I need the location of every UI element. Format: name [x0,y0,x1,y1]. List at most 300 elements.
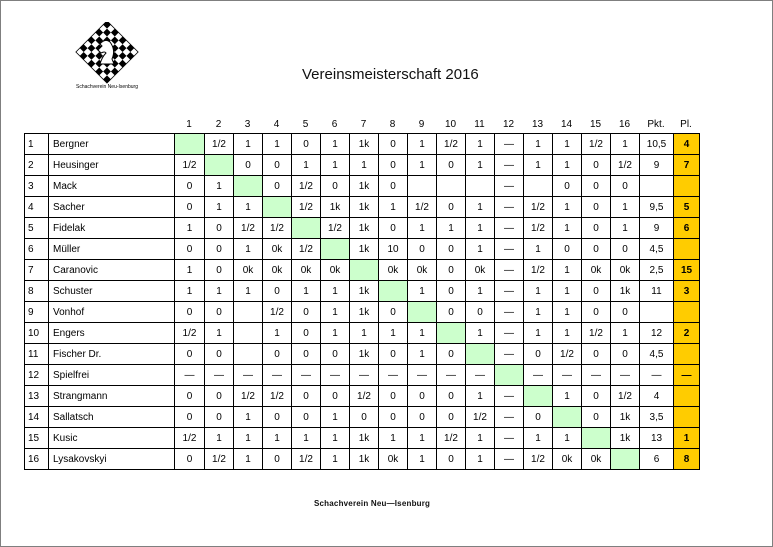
result-cell: 0 [321,176,350,197]
result-cell: 1 [524,428,553,449]
result-cell: 1k [350,197,379,218]
player-number: 11 [25,344,49,365]
player-name: Fidelak [49,218,175,239]
result-cell: 1/2 [524,197,553,218]
points-cell: 4 [640,386,674,407]
result-cell: 0 [175,386,205,407]
table-row [25,134,700,155]
result-cell: 1 [234,428,263,449]
result-cell: 1 [611,323,640,344]
table-row [25,239,700,260]
result-cell: 1 [205,281,234,302]
result-cell: 0 [582,197,611,218]
result-cell: 1 [408,155,437,176]
result-cell: 0 [263,281,292,302]
placement-cell [674,302,700,323]
table-row [25,197,700,218]
result-cell: 0 [175,407,205,428]
result-cell: 1 [466,449,495,470]
result-cell: 0 [175,176,205,197]
result-cell: 1 [553,281,582,302]
result-cell: 1/2 [263,302,292,323]
result-cell: 0 [437,344,466,365]
table-row [25,302,700,323]
result-cell: 0k [379,449,408,470]
result-cell [437,176,466,197]
result-cell: 0k [582,449,611,470]
result-cell: — [408,365,437,386]
table-row [25,176,700,197]
result-cell: 1 [379,428,408,449]
result-cell: 0 [379,344,408,365]
result-cell: 0k [582,260,611,281]
result-cell: 1 [321,428,350,449]
player-name: Kusic [49,428,175,449]
column-header: 6 [331,118,338,130]
points-cell: 9,5 [640,197,674,218]
player-name: Sacher [49,197,175,218]
player-number: 8 [25,281,49,302]
result-cell: 0 [263,449,292,470]
result-cell: 1 [321,302,350,323]
result-cell: 0 [582,281,611,302]
result-cell [466,176,495,197]
diagonal-cell [379,281,408,302]
result-cell: — [350,365,379,386]
points-cell: 13 [640,428,674,449]
result-cell: 0 [234,155,263,176]
result-cell: — [379,365,408,386]
placement-cell [674,176,700,197]
result-cell: 1 [466,134,495,155]
result-cell: 1 [205,197,234,218]
player-number: 16 [25,449,49,470]
placement-cell: 15 [674,260,700,281]
player-number: 10 [25,323,49,344]
player-number: 14 [25,407,49,428]
table-row [25,407,700,428]
result-cell: 1/2 [175,428,205,449]
result-cell: 1 [408,344,437,365]
result-cell: 1 [553,260,582,281]
points-cell: 2,5 [640,260,674,281]
result-cell: 1 [611,197,640,218]
result-cell: 1k [321,197,350,218]
result-cell: 0 [292,407,321,428]
result-cell: 1/2 [234,386,263,407]
result-cell: 1 [234,281,263,302]
chess-logo-icon [60,22,154,92]
result-cell: 0 [205,302,234,323]
player-number: 6 [25,239,49,260]
player-name: Vonhof [49,302,175,323]
column-header: 5 [302,118,309,130]
result-cell: 1/2 [175,323,205,344]
column-header: 13 [531,118,544,130]
result-cell: 0k [408,260,437,281]
result-cell [234,323,263,344]
result-cell [408,176,437,197]
result-cell: 1k [350,239,379,260]
result-cell: 1 [321,407,350,428]
player-name: Heusinger [49,155,175,176]
player-name: Sallatsch [49,407,175,428]
result-cell: — [582,365,611,386]
player-name: Strangmann [49,386,175,407]
result-cell: 1 [553,197,582,218]
points-cell: 4,5 [640,344,674,365]
result-cell: 0 [437,197,466,218]
result-cell: — [611,365,640,386]
table-row [25,344,700,365]
player-name: Schuster [49,281,175,302]
placement-cell: 6 [674,218,700,239]
result-cell: 1k [350,344,379,365]
column-header: 4 [273,118,280,130]
result-cell: 0 [582,302,611,323]
result-cell: 1k [611,428,640,449]
points-cell: 10,5 [640,134,674,155]
result-cell: — [205,365,234,386]
result-cell: — [495,302,524,323]
result-cell: 0 [379,218,408,239]
result-cell: 1/2 [292,239,321,260]
result-cell: 1/2 [263,218,292,239]
result-cell: 0 [379,155,408,176]
result-cell: 0 [350,407,379,428]
result-cell: 1/2 [611,386,640,407]
result-cell: 0 [263,407,292,428]
result-cell: 1 [553,428,582,449]
result-cell: 1 [350,323,379,344]
result-cell: 0 [437,260,466,281]
player-number: 15 [25,428,49,449]
result-cell: 1 [321,323,350,344]
result-cell: 1/2 [466,407,495,428]
result-cell: 0 [292,344,321,365]
result-cell: 0 [582,239,611,260]
header-spacer [24,117,48,131]
result-cell: — [553,365,582,386]
result-cell: 0 [437,155,466,176]
result-cell: — [495,155,524,176]
result-cell: 1 [379,197,408,218]
result-cell: 1k [350,218,379,239]
result-cell: 0 [175,239,205,260]
result-cell: 1 [292,428,321,449]
result-cell: 0 [611,239,640,260]
points-cell: 11 [640,281,674,302]
result-cell: 1 [205,428,234,449]
diagonal-cell [437,323,466,344]
result-cell: 0k [466,260,495,281]
column-header: 15 [589,118,602,130]
result-cell: 1 [205,323,234,344]
table-row [25,155,700,176]
result-cell: 0 [582,407,611,428]
points-cell [640,302,674,323]
result-cell: 1 [466,323,495,344]
result-cell: 1/2 [524,449,553,470]
column-header: Pkt. [647,118,665,130]
result-cell: 0 [611,176,640,197]
result-cell: 0 [175,449,205,470]
result-cell [234,302,263,323]
table-row [25,386,700,407]
result-cell: 1/2 [524,218,553,239]
column-header: 12 [502,118,515,130]
player-name: Bergner [49,134,175,155]
result-cell: 0 [582,344,611,365]
result-cell: 1 [524,134,553,155]
result-cell: 0 [205,407,234,428]
placement-cell: — [674,365,700,386]
points-cell: 9 [640,155,674,176]
placement-cell: 2 [674,323,700,344]
result-cell: 0 [379,302,408,323]
result-cell: 0 [175,197,205,218]
player-number: 3 [25,176,49,197]
diagonal-cell [582,428,611,449]
result-cell: 0 [175,344,205,365]
diagonal-cell [175,134,205,155]
player-name: Lysakovskyi [49,449,175,470]
placement-cell [674,344,700,365]
result-cell: 1 [234,449,263,470]
result-cell: 1 [466,386,495,407]
player-number: 2 [25,155,49,176]
result-cell: 0 [379,386,408,407]
result-cell: 0k [321,260,350,281]
column-headers [24,117,699,131]
result-cell: 0 [379,134,408,155]
result-cell: 1/2 [292,176,321,197]
result-cell: 0 [437,302,466,323]
result-cell: 1 [553,134,582,155]
result-cell: 1 [175,218,205,239]
result-cell: 1 [408,428,437,449]
result-cell: 1k [350,281,379,302]
result-cell: 0 [205,239,234,260]
result-cell: 1 [466,197,495,218]
result-cell: 1/2 [205,449,234,470]
result-cell: 1 [553,155,582,176]
player-number: 4 [25,197,49,218]
result-cell: 1 [234,197,263,218]
column-header: 9 [418,118,425,130]
result-cell: 1 [408,218,437,239]
column-header: Pl. [680,118,692,130]
result-cell: 0 [205,386,234,407]
result-cell: 0 [582,386,611,407]
player-number: 9 [25,302,49,323]
table-row [25,365,700,386]
result-cell: 1 [408,449,437,470]
result-cell: 1 [292,281,321,302]
result-cell: 1 [321,155,350,176]
table-row [25,281,700,302]
diagonal-cell [205,155,234,176]
column-header: 10 [444,118,457,130]
result-cell: 0 [437,386,466,407]
result-cell: 0k [263,260,292,281]
result-cell: 1 [234,134,263,155]
header-spacer [48,117,174,131]
result-cell: — [495,344,524,365]
points-cell: 6 [640,449,674,470]
player-name: Spielfrei [49,365,175,386]
result-cell: — [495,197,524,218]
result-cell: 0k [611,260,640,281]
placement-cell: 3 [674,281,700,302]
result-cell: 0 [582,155,611,176]
result-cell: 0 [292,134,321,155]
page-title: Vereinsmeisterschaft 2016 [302,66,479,83]
result-cell: 1 [437,218,466,239]
table-row [25,323,700,344]
result-cell: 1/2 [292,449,321,470]
result-cell: 0 [437,239,466,260]
placement-cell: 1 [674,428,700,449]
result-cell: 1 [379,323,408,344]
result-cell: 0 [553,176,582,197]
placement-cell: 7 [674,155,700,176]
result-cell: — [321,365,350,386]
result-cell: — [234,365,263,386]
result-cell: 1 [408,281,437,302]
result-cell: 0k [379,260,408,281]
result-cell: 1 [321,281,350,302]
diagonal-cell [495,365,524,386]
result-cell: 1/2 [175,155,205,176]
column-header: 14 [560,118,573,130]
result-cell: 0 [205,344,234,365]
result-cell: 1/2 [553,344,582,365]
result-cell: — [292,365,321,386]
result-cell: 0 [263,176,292,197]
table-row [25,218,700,239]
points-cell: 12 [640,323,674,344]
result-cell: 1 [234,407,263,428]
player-name: Fischer Dr. [49,344,175,365]
result-cell: 1/2 [437,428,466,449]
diagonal-cell [611,449,640,470]
result-cell: 1 [292,155,321,176]
club-footer: Schachverein Neu—Isenburg [314,499,431,508]
result-cell: — [175,365,205,386]
result-cell: — [495,239,524,260]
result-cell: 1 [466,281,495,302]
column-header: 16 [618,118,631,130]
result-cell: — [495,386,524,407]
result-cell [234,344,263,365]
result-cell: 0 [611,302,640,323]
table-row [25,449,700,470]
diagonal-cell [466,344,495,365]
points-cell [640,176,674,197]
column-header: 2 [215,118,222,130]
result-cell: 1 [553,323,582,344]
table-row [25,428,700,449]
placement-cell: 8 [674,449,700,470]
result-cell: 0 [611,344,640,365]
result-cell: 10 [379,239,408,260]
placement-cell: 5 [674,197,700,218]
diagonal-cell [321,239,350,260]
result-cell: 1/2 [234,218,263,239]
result-cell: 0 [437,449,466,470]
column-header: 8 [389,118,396,130]
player-name: Müller [49,239,175,260]
result-cell: 0 [292,323,321,344]
result-cell: 1 [553,218,582,239]
diagonal-cell [408,302,437,323]
result-cell: 1/2 [582,134,611,155]
result-cell: 1k [350,449,379,470]
result-cell: 0 [321,386,350,407]
result-cell: 0 [408,239,437,260]
result-cell: 1k [350,176,379,197]
result-cell: 1 [263,428,292,449]
placement-cell [674,407,700,428]
player-name: Mack [49,176,175,197]
result-cell: 1/2 [582,323,611,344]
result-cell: 0 [408,407,437,428]
result-cell: 1 [611,218,640,239]
player-number: 13 [25,386,49,407]
column-header: 11 [474,118,485,130]
result-cell: 1/2 [263,386,292,407]
result-cell: 1k [611,281,640,302]
result-cell: 1 [553,386,582,407]
result-cell: 1 [263,134,292,155]
logo-text: Schachverein Neu-Isenburg [76,84,138,90]
result-cell: 1 [175,281,205,302]
result-cell: 0 [205,218,234,239]
result-cell: 1 [408,323,437,344]
result-cell: 1/2 [524,260,553,281]
result-cell: 0 [553,239,582,260]
result-cell: 0 [263,344,292,365]
placement-cell: 4 [674,134,700,155]
result-cell: 1 [611,134,640,155]
result-cell: 0 [524,407,553,428]
result-cell: 1 [234,239,263,260]
result-cell: 0 [205,260,234,281]
result-cell: 1 [408,134,437,155]
result-cell: 1 [524,323,553,344]
result-cell: 1/2 [437,134,466,155]
result-cell: — [495,260,524,281]
table-row [25,260,700,281]
result-cell: 0 [437,407,466,428]
result-cell: 1k [611,407,640,428]
result-cell: — [263,365,292,386]
result-cell: — [495,323,524,344]
result-cell: 1 [466,155,495,176]
player-number: 7 [25,260,49,281]
result-cell: — [495,428,524,449]
result-cell: 1 [466,428,495,449]
result-cell: 1 [263,323,292,344]
result-cell: 0 [292,386,321,407]
result-cell: 1 [524,155,553,176]
result-cell: 0k [292,260,321,281]
result-cell: 0 [582,218,611,239]
result-cell: 1k [350,302,379,323]
result-cell [524,176,553,197]
result-cell: — [524,365,553,386]
